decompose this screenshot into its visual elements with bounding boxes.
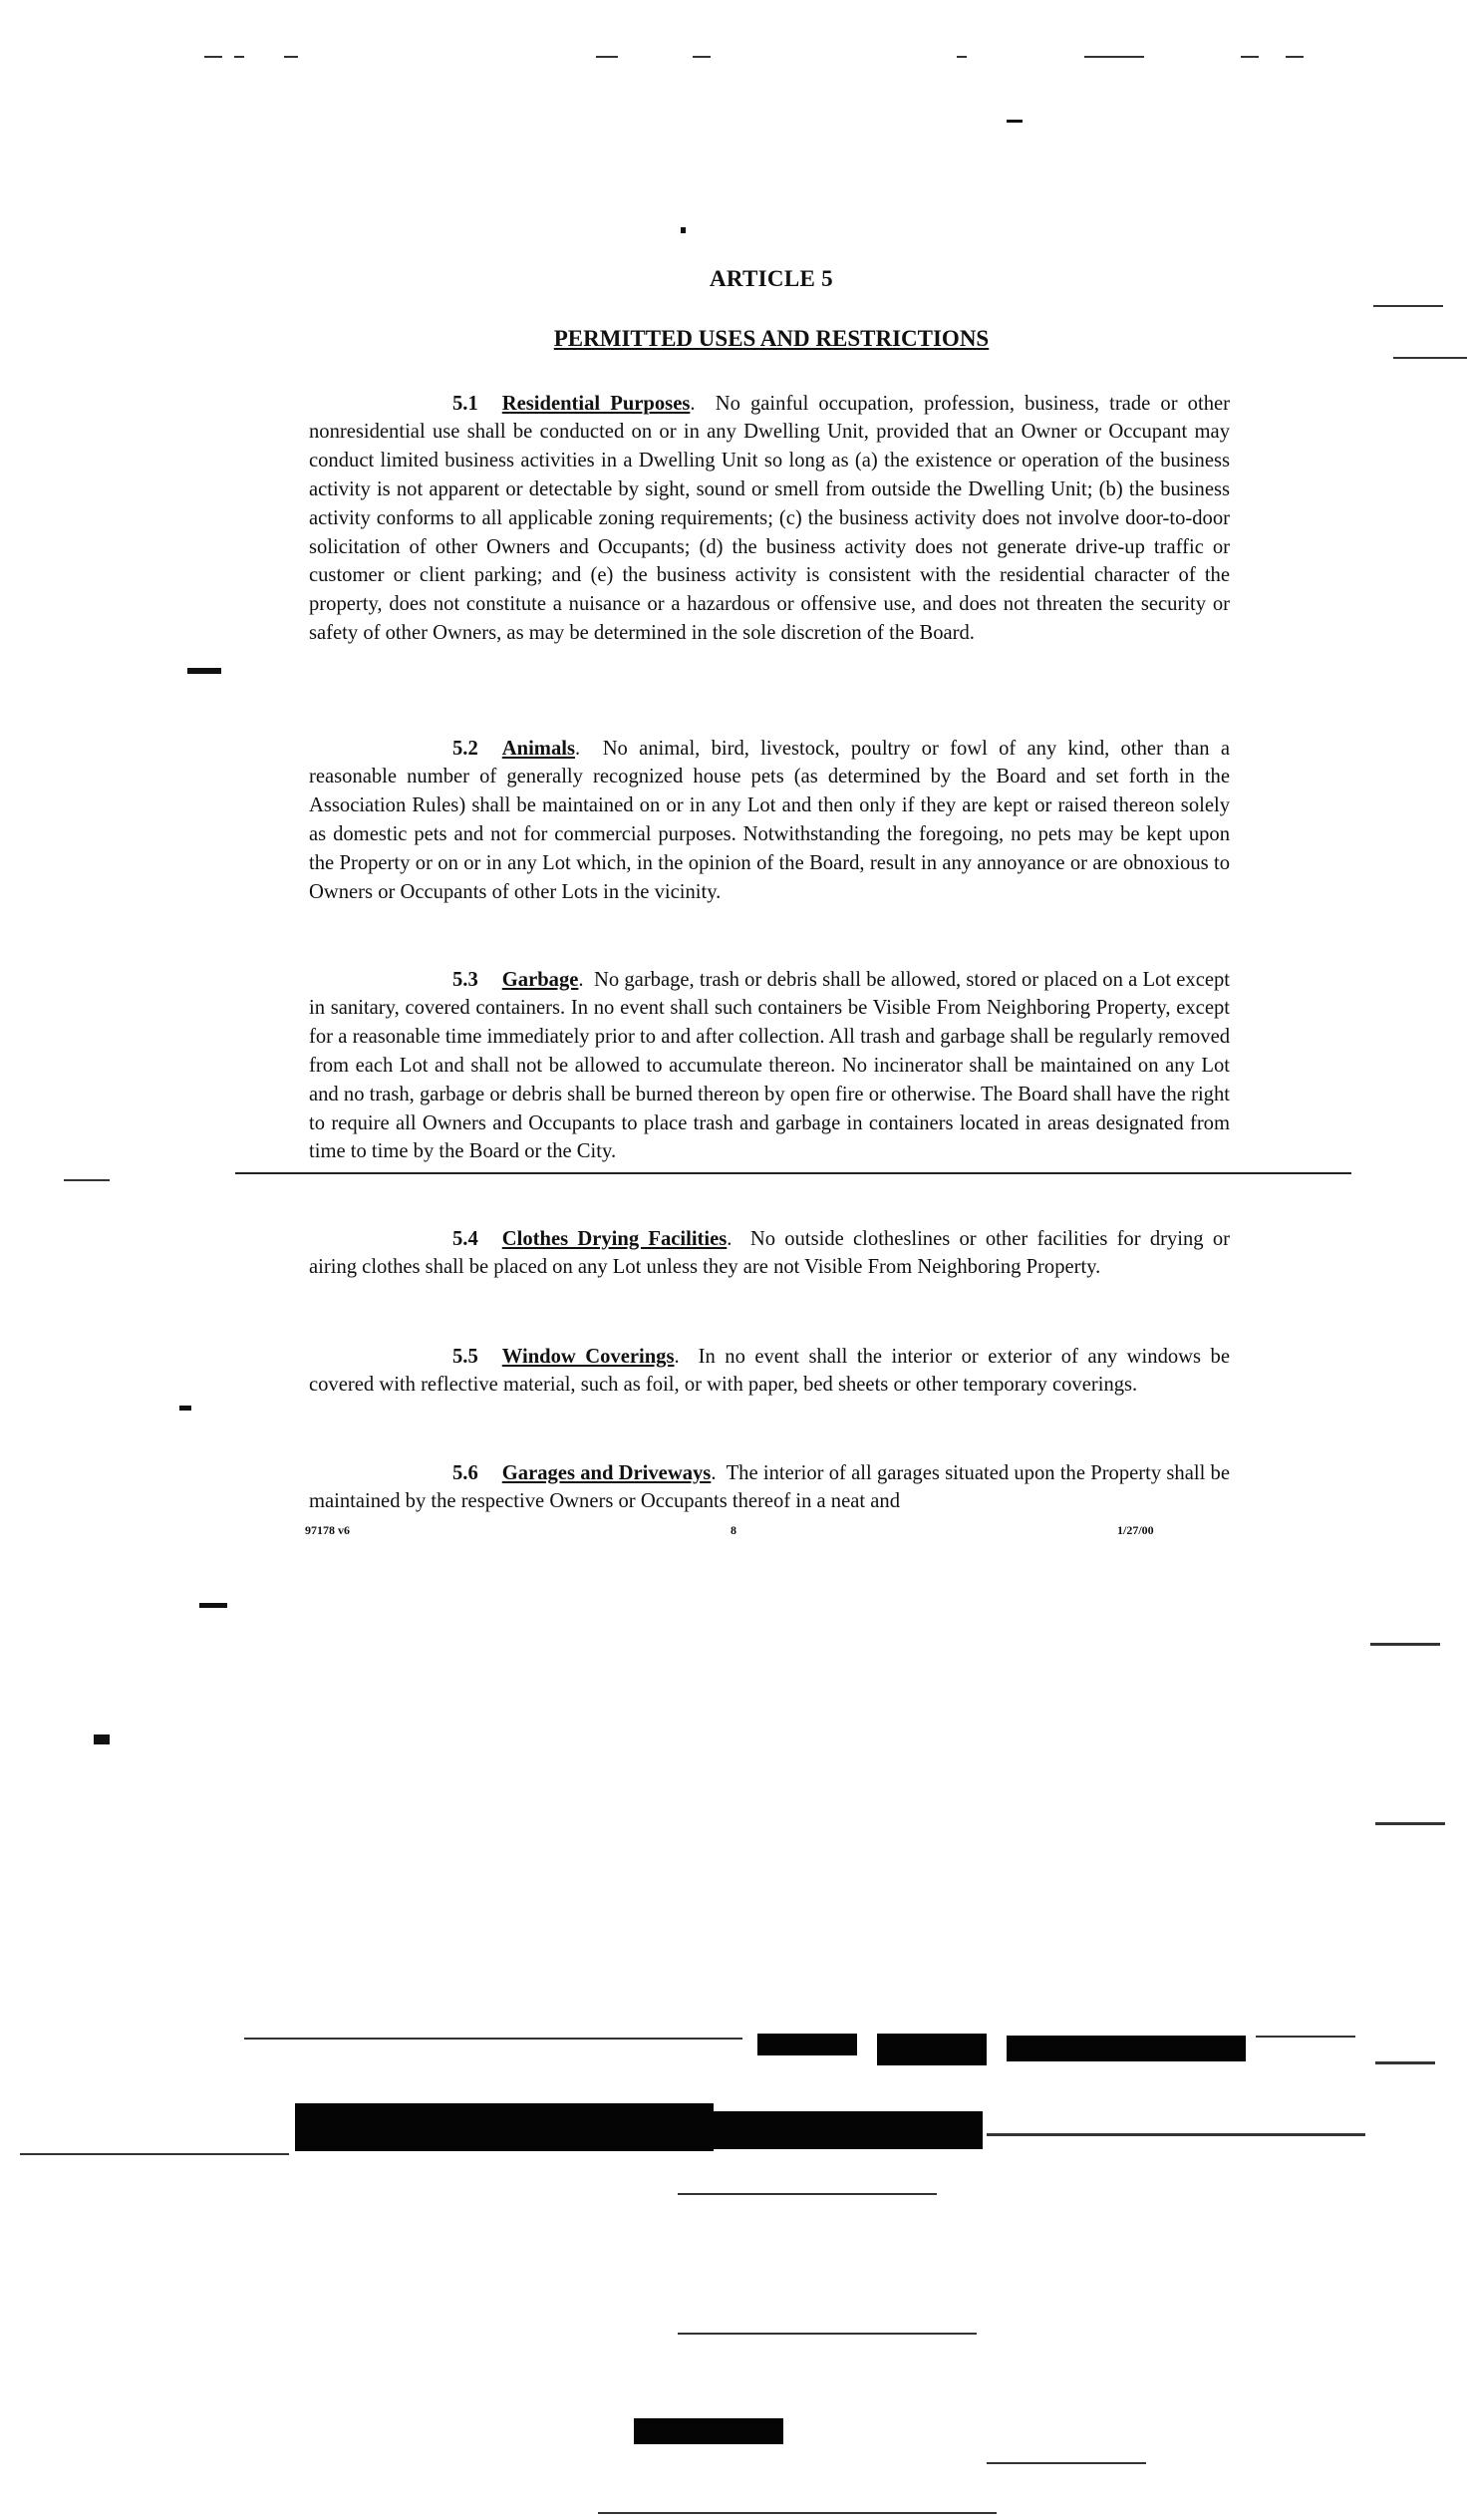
- scan-artifact: [179, 1406, 191, 1411]
- section-number: 5.5: [452, 1345, 478, 1368]
- scan-artifact: [1373, 305, 1443, 307]
- scan-artifact: [187, 668, 221, 674]
- section-5-3: 5.3 Garbage. No garbage, trash or debris shall be allowed, stored or placed on a Lot except in sanitary, covered containers. In no event shall such containers be Visible From Neighboring Property, except for a reasonable time immediately prior to and after collection. All trash and garbage shall be regularly removed from each Lot and shall not be allowed to accumulate thereon. No incinerator shall be maintained on any Lot and no trash, garbage or debris shall be burned thereon by open fire or otherwise. The Board shall have the right to require all Owners and Occupants to place trash and garbage in containers located in areas designated from time to time by the Board or the City.: [309, 968, 1230, 1163]
- section-text: No outside clotheslines or other facilities for drying or airing clothes shall be placed on any Lot unless they are not Visible From Neighboring Property.: [309, 1227, 1230, 1279]
- section-number: 5.2: [452, 737, 478, 760]
- scan-artifact: [757, 2034, 857, 2055]
- scan-artifact: [681, 227, 686, 233]
- section-heading: Animals: [501, 737, 575, 760]
- scan-artifact: [204, 56, 222, 58]
- scan-artifact: [244, 2038, 742, 2040]
- section-5-1: 5.1 Residential Purposes. No gainful occupation, profession, business, trade or other nonresidential use shall be conducted on or in any Dwelling Unit, provided that an Owner or Occupant may conduct limited business activities in a Dwelling Unit so long as (a) the existence or operation of the business activity is not apparent or detectable by sight, sound or smell from outside the Dwelling Unit; (b) the business activity conforms to all applicable zoning requirements; (c) the business activity does not involve door-to-door solicitation of other Owners and Occupants; (d) the business activity does not generate drive-up traffic or customer or client parking; and (e) the business activity is consistent with the residential character of the property, does not constitute a nuisance or a hazardous or offensive use, and does not threaten the security or safety of other Owners, as may be determined in the sole discretion of the Board.: [309, 392, 1230, 644]
- section-heading: Garbage: [501, 968, 579, 991]
- scan-artifact: [64, 1179, 110, 1181]
- scan-artifact: [199, 1603, 227, 1608]
- scan-artifact: [1393, 357, 1467, 359]
- scan-artifact: [987, 2462, 1146, 2464]
- scan-artifact: [634, 2418, 783, 2444]
- scan-artifact: [598, 2512, 997, 2514]
- scan-artifact: [284, 56, 298, 58]
- scan-artifact: [1007, 2036, 1246, 2061]
- scan-artifact: [693, 56, 711, 58]
- scan-artifact: [957, 56, 967, 58]
- footer-page-number: 8: [731, 1523, 736, 1537]
- strike-line: [235, 1172, 1351, 1174]
- article-subtitle: PERMITTED USES AND RESTRICTIONS: [553, 326, 990, 352]
- section-number: 5.3: [452, 968, 478, 991]
- section-5-2: 5.2 Animals. No animal, bird, livestock, poultry or fowl of any kind, other than a reasonable number of generally recognized house pets (as determined by the Board and set forth in the Association Rules) shall be maintained on or in any Lot and then only if they are kept or raised thereon solely as domestic pets and not for commercial purposes. Notwithstanding the foregoing, no pets may be kept upon the Property or on or in any Lot which, in the opinion of the Board, result in any annoyance or are obnoxious to Owners or Occupants of other Lots in the vicinity.: [309, 737, 1230, 903]
- section-text: In no event shall the interior or exterior of any windows be covered with reflective material, such as foil, or with paper, bed sheets or other temporary coverings.: [309, 1345, 1230, 1397]
- scan-artifact: [1007, 120, 1023, 123]
- section-number: 5.6: [452, 1461, 478, 1484]
- section-text: No animal, bird, livestock, poultry or fowl of any kind, other than a reasonable number of generally recognized house pets (as determined by the Board and set forth in the Association Rules) shall be maintained on or in any Lot and then only if they are kept or raised thereon solely as domestic pets and not for commercial purposes. Notwithstanding the foregoing, no pets may be kept upon the Property or on or in any Lot which, in the opinion of the Board, result in any annoyance or are obnoxious to Owners or Occupants of other Lots in the vicinity.: [309, 737, 1230, 903]
- section-heading: Garages and Driveways: [501, 1461, 712, 1484]
- section-text: No gainful occupation, profession, business, trade or other nonresidential use shall be conducted on or in any Dwelling Unit, provided that an Owner or Occupant may conduct limited business activities in a Dwelling Unit so long as (a) the existence or operation of the business activity is not apparent or detectable by sight, sound or smell from outside the Dwelling Unit; (b) the business activity conforms to all applicable zoning requirements; (c) the business activity does not involve door-to-door solicitation of other Owners and Occupants; (d) the business activity does not generate drive-up traffic or customer or client parking; and (e) the business activity is consistent with the residential character of the property, does not constitute a nuisance or a hazardous or offensive use, and does not threaten the security or safety of other Owners, as may be determined in the sole discretion of the Board.: [309, 392, 1230, 644]
- section-text: No garbage, trash or debris shall be allowed, stored or placed on a Lot except in sanitary, covered containers. In no event shall such containers be Visible From Neighboring Property, except for a reasonable time immediately prior to and after collection. All trash and garbage shall be regularly removed from each Lot and shall not be allowed to accumulate thereon. No incinerator shall be maintained on any Lot and no trash, garbage or debris shall be burned thereon by open fire or otherwise. The Board shall have the right to require all Owners and Occupants to place trash and garbage in containers located in areas designated from time to time by the Board or the City.: [309, 968, 1230, 1163]
- scan-artifact: [714, 2111, 983, 2149]
- scan-artifact: [20, 2153, 289, 2155]
- scan-artifact: [1286, 56, 1304, 58]
- section-heading: Clothes Drying Facilities: [501, 1227, 728, 1250]
- scan-artifact: [295, 2103, 714, 2151]
- section-heading: Window Coverings: [501, 1345, 675, 1368]
- scan-artifact: [1375, 1822, 1445, 1825]
- footer-date: 1/27/00: [1117, 1523, 1154, 1537]
- scan-artifact: [1370, 1643, 1440, 1646]
- scan-artifact: [1241, 56, 1259, 58]
- scan-artifact: [987, 2133, 1365, 2136]
- scan-artifact: [1256, 2036, 1355, 2038]
- scan-artifact: [234, 56, 244, 58]
- article-title: ARTICLE 5: [710, 266, 833, 292]
- scan-artifact: [877, 2034, 987, 2065]
- section-number: 5.1: [452, 392, 478, 415]
- scan-artifact: [678, 2193, 937, 2195]
- section-5-6: 5.6 Garages and Driveways. The interior of all garages situated upon the Property shall be maintained by the respective Owners or Occupants thereof in a neat and: [309, 1461, 1230, 1513]
- section-5-4: 5.4 Clothes Drying Facilities. No outside clotheslines or other facilities for drying or airing clothes shall be placed on any Lot unless they are not Visible From Neighboring Property.: [309, 1227, 1230, 1279]
- section-number: 5.4: [452, 1227, 478, 1250]
- scan-artifact: [1084, 56, 1144, 58]
- footer-doc-id: 97178 v6: [305, 1523, 350, 1537]
- section-heading: Residential Purposes: [501, 392, 691, 415]
- scan-artifact: [94, 1734, 110, 1744]
- section-text: The interior of all garages situated upon the Property shall be maintained by the respective Owners or Occupants thereof in a neat and: [309, 1461, 1230, 1513]
- scan-artifact: [678, 2333, 977, 2335]
- scan-artifact: [596, 56, 618, 58]
- scan-artifact: [1375, 2061, 1435, 2064]
- section-5-5: 5.5 Window Coverings. In no event shall the interior or exterior of any windows be covered with reflective material, such as foil, or with paper, bed sheets or other temporary coverings.: [309, 1345, 1230, 1397]
